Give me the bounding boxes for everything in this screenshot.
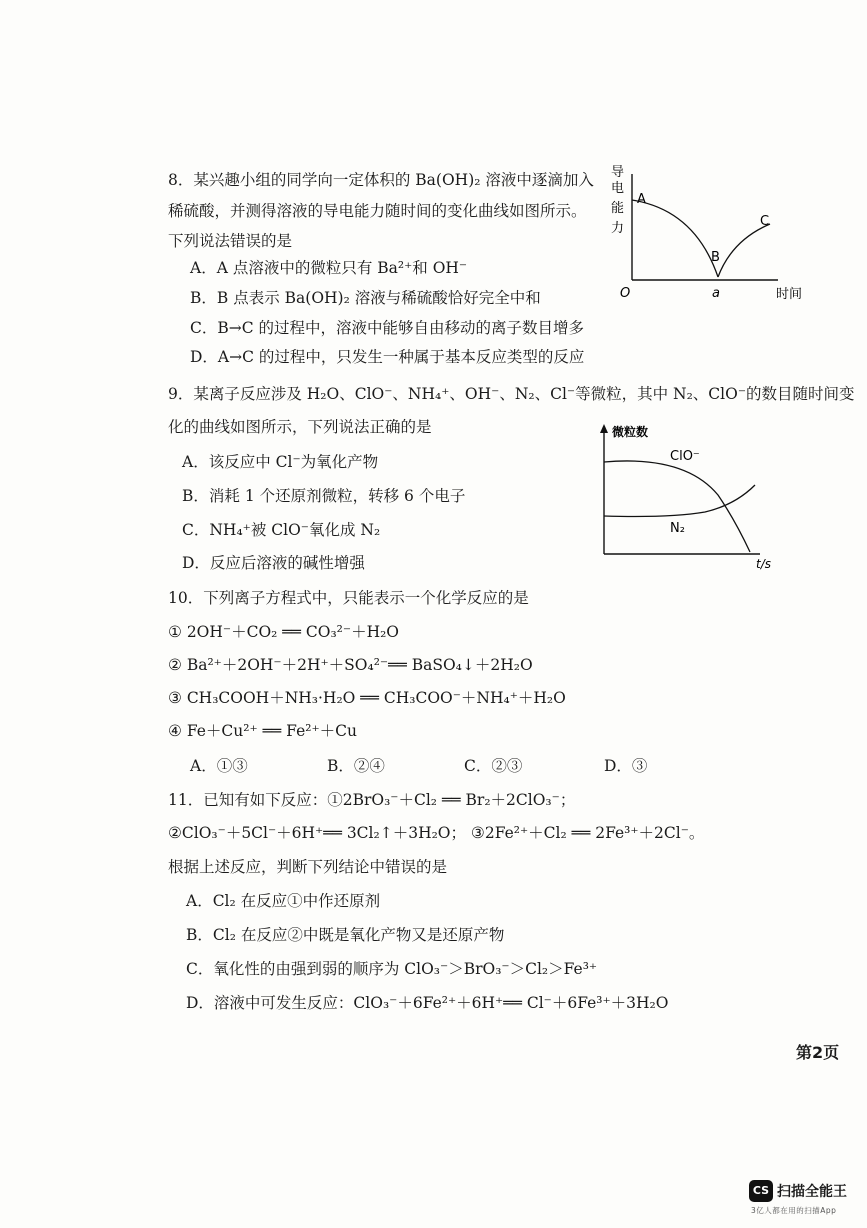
q8-xtick-a: a [712,286,720,301]
q9-n2-curve [604,485,755,517]
scanner-app-name: 扫描全能王 [777,1184,847,1200]
q11-stem-line2: ②ClO₃⁻＋5Cl⁻＋6H⁺══ 3Cl₂↑＋3H₂O； ③2Fe²⁺＋Cl₂ ══ 2Fe³⁺＋2Cl⁻。 [168,824,705,842]
q10-equation-3: ③ CH₃COOH＋NH₃·H₂O ══ CH₃COO⁻＋NH₄⁺＋H₂O [168,689,566,707]
q11-option-b: B．Cl₂ 在反应②中既是氧化产物又是还原产物 [186,926,505,944]
q9-option-c: C．NH₄⁺被 ClO⁻氧化成 N₂ [182,521,381,539]
q8-ylabel-4: 力 [611,221,625,236]
q8-conductivity-graph [610,162,810,307]
q9-ylabel: 微粒数 [612,425,649,439]
q8-origin-label: O [620,286,631,301]
q11-stem-line1: 11．已知有如下反应：①2BrO₃⁻＋Cl₂ ══ Br₂＋2ClO₃⁻； [168,791,576,809]
q10-option-b: B．②④ [327,757,385,775]
q10-equation-4: ④ Fe＋Cu²⁺ ══ Fe²⁺＋Cu [168,722,357,740]
q10-option-d: D．③ [604,757,648,775]
q10-option-c: C．②③ [464,757,523,775]
q9-option-a: A．该反应中 Cl⁻为氧化产物 [182,453,379,471]
q9-stem-line2: 化的曲线如图所示，下列说法正确的是 [168,418,432,436]
q8-option-c: C．B→C 的过程中，溶液中能够自由移动的离子数目增多 [190,319,585,337]
q9-option-d: D．反应后溶液的碱性增强 [182,554,365,572]
q8-curve-bc [718,224,770,277]
q9-stem-line1: 9．某离子反应涉及 H₂O、ClO⁻、NH₄⁺、OH⁻、N₂、Cl⁻等微粒，其中 N₂、ClO⁻的数目随时间变 [168,385,855,403]
q10-equation-1: ① 2OH⁻＋CO₂ ══ CO₃²⁻＋H₂O [168,623,400,641]
q8-xlabel: 时间 [776,287,803,302]
q8-curve-ab [632,200,718,277]
q9-n2-label: N₂ [670,521,685,536]
q10-stem: 10．下列离子方程式中，只能表示一个化学反应的是 [168,589,529,607]
q8-point-a-label: A [637,192,646,207]
q8-option-b: B．B 点表示 Ba(OH)₂ 溶液与稀硫酸恰好完全中和 [190,289,541,307]
q8-ylabel-3: 能 [611,201,625,216]
q9-clo-curve [604,461,750,552]
q9-option-b: B．消耗 1 个还原剂微粒，转移 6 个电子 [182,487,466,505]
scanner-logo-icon: CS [749,1180,773,1202]
page-number: 第2页 [796,1043,840,1062]
q8-ylabel-1: 导 [611,165,625,180]
q8-option-d: D．A→C 的过程中，只发生一种属于基本反应类型的反应 [190,348,585,366]
q11-stem-line3: 根据上述反应，判断下列结论中错误的是 [168,858,448,876]
q8-option-a: A．A 点溶液中的微粒只有 Ba²⁺和 OH⁻ [190,259,468,277]
q9-y-arrow [600,424,608,433]
q8-stem-line1: 8．某兴趣小组的同学向一定体积的 Ba(OH)₂ 溶液中逐滴加入 [168,171,594,189]
q9-clo-label: ClO⁻ [670,449,700,464]
q9-xlabel: t/s [756,557,771,571]
q8-point-b-label: B [711,250,720,265]
q9-particle-graph [590,420,780,575]
q10-option-a: A．①③ [190,757,248,775]
scanner-watermark [745,1178,855,1218]
q11-option-a: A．Cl₂ 在反应①中作还原剂 [186,892,381,910]
q8-stem-line3: 下列说法错误的是 [168,232,293,250]
q10-equation-2: ② Ba²⁺＋2OH⁻＋2H⁺＋SO₄²⁻══ BaSO₄↓＋2H₂O [168,656,533,674]
q11-option-d: D．溶液中可发生反应：ClO₃⁻＋6Fe²⁺＋6H⁺══ Cl⁻＋6Fe³⁺＋3H₂O [186,994,669,1012]
q11-option-c: C．氧化性的由强到弱的顺序为 ClO₃⁻＞BrO₃⁻＞Cl₂＞Fe³⁺ [186,960,598,978]
q8-point-c-label: C [760,214,770,229]
q8-stem-line2: 稀硫酸，并测得溶液的导电能力随时间的变化曲线如图所示。 [168,202,587,220]
scanner-tagline: 3亿人都在用的扫描App [751,1206,837,1215]
q8-ylabel-2: 电 [611,181,625,196]
